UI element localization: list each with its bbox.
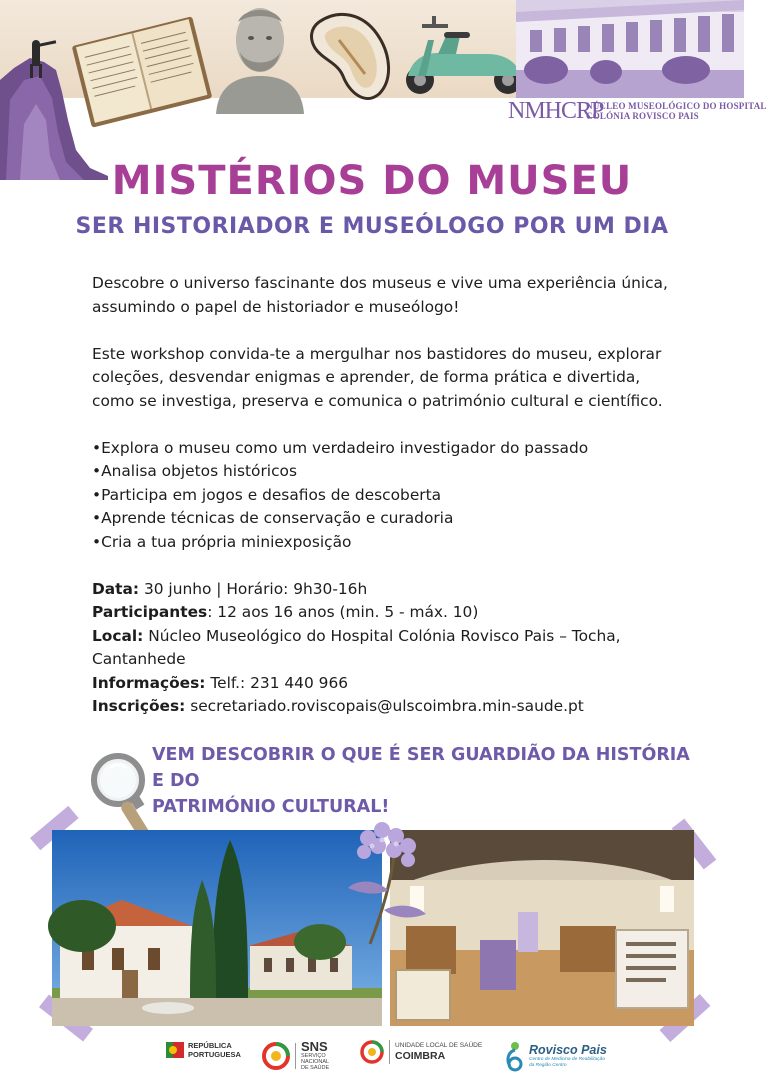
republica-line2: PORTUGUESA: [188, 1050, 241, 1059]
registration-email[interactable]: secretariado.roviscopais@ulscoimbra.min-saude.pt: [185, 697, 584, 715]
activity-item: •Participa em jogos e desafios de descoberta: [92, 485, 442, 504]
rovisco-pais-subtitle-line1: Centro de Medicina de Reabilitação: [529, 1057, 605, 1062]
museum-logo-line2: COLÓNIA ROVISCO PAIS: [586, 111, 699, 121]
top-banner: [0, 0, 767, 180]
call-to-action: [152, 742, 692, 820]
museum-logo: [508, 98, 767, 126]
kidney-dish-image: [305, 8, 393, 104]
sns-emblem-icon: [262, 1042, 290, 1070]
sns-logo: [262, 1040, 347, 1071]
location-value: Núcleo Museológico do Hospital Colónia Rovisco Pais – Tocha,: [143, 626, 621, 645]
rovisco-pais-emblem-icon: [504, 1040, 526, 1072]
location-row: [92, 625, 692, 649]
old-book-image: [72, 12, 212, 132]
location-label: Local:: [92, 626, 144, 645]
contact-label: Informações:: [92, 673, 206, 692]
workshop-line: como se investiga, preserva e comunica o património cultural e científico.: [92, 391, 663, 410]
partner-logos: [0, 1036, 744, 1079]
sns-name: SNS: [301, 1039, 328, 1054]
uls-name: UNIDADE LOCAL DE SAÚDE: [395, 1042, 483, 1049]
uls-emblem-icon: [360, 1040, 384, 1064]
sns-subtitle-line2: DE SAÚDE: [301, 1065, 330, 1071]
date-label: Data:: [92, 579, 140, 598]
registration-row: [92, 695, 692, 719]
workshop-line: Este workshop convida-te a mergulhar nos bastidores do museu, explorar: [92, 344, 662, 363]
rovisco-pais-name: Rovisco Pais: [529, 1043, 607, 1057]
flag-emblem-icon: [166, 1040, 184, 1060]
location-row-continued: Cantanhede: [92, 650, 186, 668]
event-description: [92, 272, 692, 719]
vintage-scooter-image: [398, 10, 530, 98]
rovisco-pais-subtitle-line2: da Região Centro: [529, 1062, 567, 1068]
cta-line: VEM DESCOBRIR O QUE É SER GUARDIÃO DA HISTÓRIA E DO: [152, 745, 690, 791]
hospital-building-image: [516, 0, 744, 98]
museum-logo-line1: NÚCLEO MUSEOLÓGICO DO HOSPITAL: [586, 101, 767, 111]
rovisco-pais-logo: [504, 1040, 625, 1072]
activity-list: [92, 437, 692, 555]
intro-line: Descobre o universo fascinante dos museus e vive uma experiência única,: [92, 274, 668, 292]
date-value: 30 junho | Horário: 9h30-16h: [139, 579, 368, 598]
flower-decoration-icon: [334, 816, 444, 946]
registration-label: Inscrições:: [92, 697, 186, 715]
museum-logo-mark: NMHCRP: [508, 98, 604, 124]
participants-value: : 12 aos 16 anos (min. 5 - máx. 10): [207, 603, 479, 621]
activity-item: •Aprende técnicas de conservação e curadoria: [92, 509, 454, 527]
sns-subtitle-line1: SERVIÇO NACIONAL: [301, 1053, 330, 1065]
participants-row: [92, 601, 692, 625]
bust-sculpture-image: [210, 0, 310, 114]
date-row: [92, 578, 692, 602]
participants-label: Participantes: [92, 603, 208, 621]
museum-exterior-photo: [52, 830, 382, 1026]
page-subtitle: SER HISTORIADOR E MUSEÓLOGO POR UM DIA: [75, 214, 669, 239]
republica-portuguesa-logo: [166, 1040, 252, 1060]
contact-phone: Telf.: 231 440 966: [205, 673, 349, 692]
activity-item: •Cria a tua própria miniexposição: [92, 532, 352, 551]
intro-line: assumindo o papel de historiador e museólogo!: [92, 297, 460, 316]
uls-city: COIMBRA: [395, 1050, 446, 1062]
contact-row: [92, 672, 692, 696]
republica-line1: REPÚBLICA: [188, 1041, 232, 1050]
paragraph-spacer: [92, 319, 692, 343]
event-details: [92, 578, 692, 719]
page-title: MISTÉRIOS DO MUSEU: [111, 158, 633, 204]
activity-item: •Explora o museu como um verdadeiro investigador do passado: [92, 438, 589, 457]
paragraph-spacer: [92, 554, 692, 578]
uls-coimbra-logo: [360, 1040, 482, 1064]
activity-item: •Analisa objetos históricos: [92, 462, 297, 480]
paragraph-spacer: [92, 413, 692, 437]
workshop-line: coleções, desvendar enigmas e aprender, de forma prática e divertida,: [92, 368, 641, 386]
cta-line: PATRIMÓNIO CULTURAL!: [152, 797, 390, 817]
